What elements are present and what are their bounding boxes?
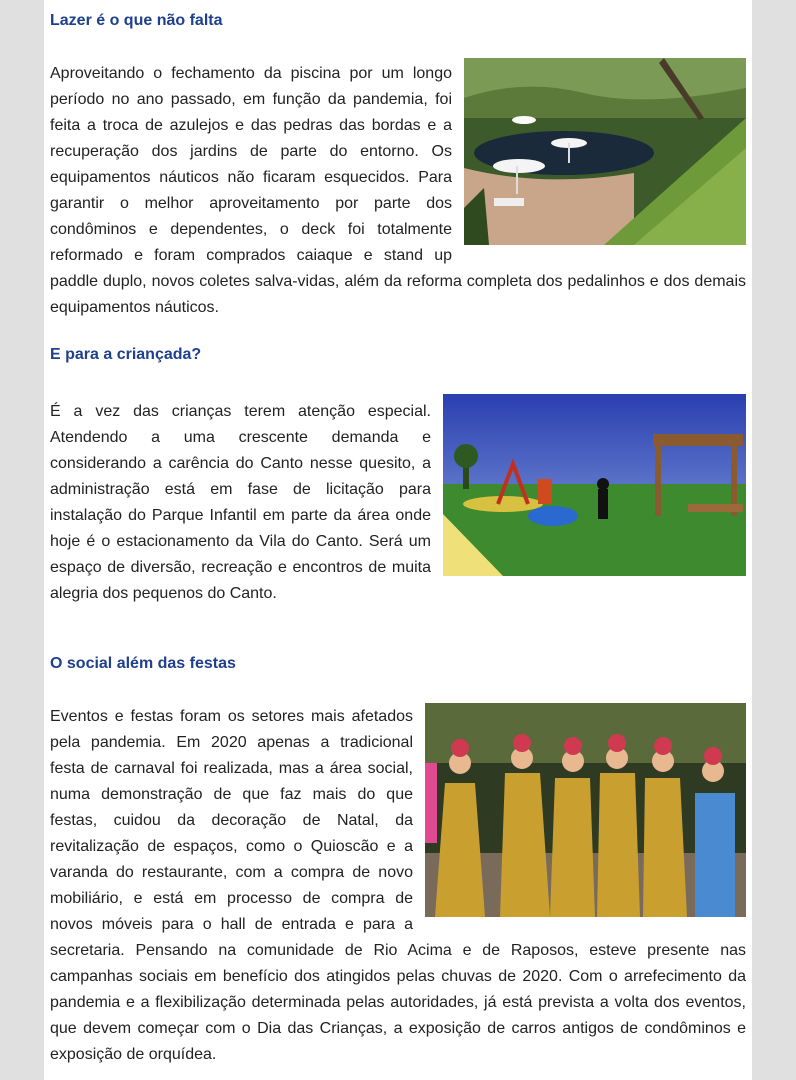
section-leisure [50, 11, 746, 321]
section-heading: O social além das festas [50, 655, 236, 672]
section-heading: E para a criançada? [50, 346, 202, 363]
section-body: É a vez das crianças terem atenção especial. Atendendo a uma crescente demanda e considerando a carência do Canto nesse quesito, a administração está em fase de licitação para instalação do Parque Infantil em parte da área onde hoje é o estacionamento da Vila do Canto. Será um espaço de diversão, recreação e encontros de muita alegria dos pequenos do Canto. [50, 403, 431, 602]
article-page [44, 0, 752, 1080]
section-heading: Lazer é o que não falta [50, 12, 223, 29]
section-kids [50, 345, 746, 607]
playground-photo [443, 394, 746, 576]
section-body: Aproveitando o fechamento da piscina por um longo período no ano passado, em função da pandemia, foi feita a troca de azulejos e das pedras das bordas e a recuperação dos jardins de parte do entorno. Os equipamentos náuticos não ficaram esquecidos. Para garantir o melhor aproveitamento por parte dos condôminos e dependentes, o deck foi totalmente reformado e foram comprados caiaque e stand up paddle duplo, novos coletes salva-vidas, além da reforma completa dos pedalinhos e dos demais equipamentos náuticos. [50, 65, 746, 316]
section-body: Eventos e festas foram os setores mais afetados pela pandemia. Em 2020 apenas a tradicional festa de carnaval foi realizada, mas a área social, numa demonstração de que faz mais do que festas, cuidou da decoração de Natal, da revitalização de espaços, como o Quioscão e a varanda do restaurante, com a compra de novo mobiliário, e está em processo de compra de novos móveis para o hall de entrada e para a secretaria. Pensando na comunidade de Rio Acima e de Raposos, esteve presente nas campanhas sociais em benefício dos atingidos pelas chuvas de 2020. Com o arrefecimento da pandemia e a flexibilização determinada pelas autoridades, já está prevista a volta dos eventos, que devem começar com o Dia das Crianças, a exposição de carros antigos de condôminos e exposição de orquídea. [50, 708, 746, 1063]
pool-photo [464, 58, 746, 245]
carnival-photo [425, 703, 746, 917]
section-social [50, 654, 746, 1068]
